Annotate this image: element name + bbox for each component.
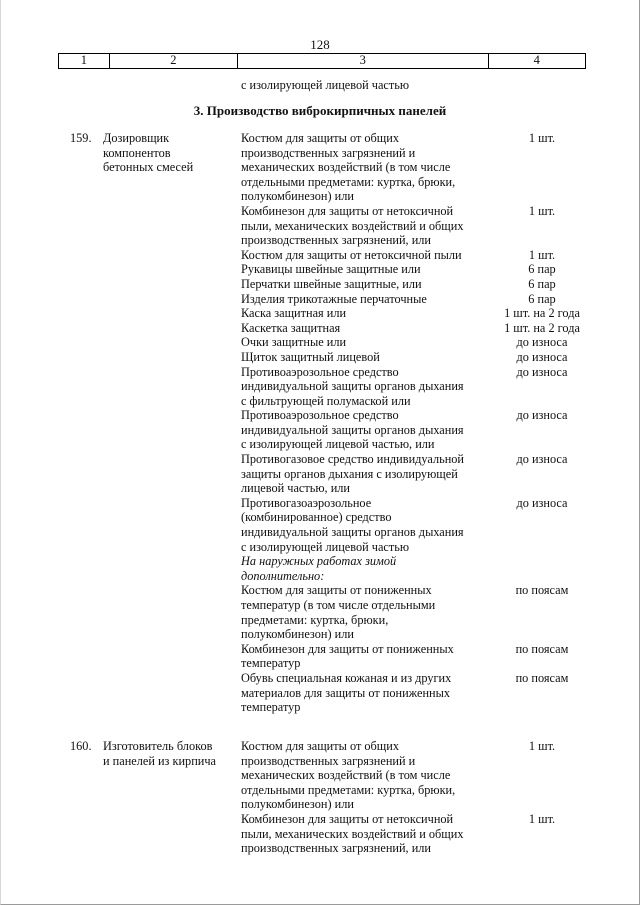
ppe-item-line: пыли, механических воздействий и общих [241, 218, 464, 233]
ppe-item-line: Костюм для защиты от нетоксичной пыли [241, 247, 462, 262]
winter-note-line: На наружных работах зимой [241, 554, 397, 569]
ppe-item-quantity: 1 шт. [528, 131, 556, 145]
ppe-item-line: индивидуальной защиты органов дыхания [241, 525, 464, 540]
ppe-item-line: Противоаэрозольное средство [241, 364, 399, 379]
ppe-item-line: полукомбинезон) или [241, 627, 354, 642]
ppe-item-line: индивидуальной защиты органов дыхания [241, 379, 464, 394]
ppe-item-quantity: до износа [516, 349, 568, 364]
ppe-item-line: Противогазоаэрозольное [241, 495, 372, 510]
ppe-item-line: Костюм для защиты от общих [241, 739, 399, 753]
ppe-item-line: с изолирующей лицевой частью, или [241, 437, 435, 452]
ppe-item-line: с фильтрующей полумаской или [241, 393, 411, 408]
ppe-items [241, 739, 631, 856]
ppe-item-line: Рукавицы швейные защитные или [241, 262, 421, 277]
ppe-item-line: производственных загрязнений, или [241, 233, 432, 248]
ppe-item-quantity: 6 пар [528, 276, 556, 291]
ppe-item-line: производственных загрязнений и [241, 145, 416, 160]
column-header-3: 3 [238, 54, 489, 68]
ppe-item-quantity: 1 шт. на 2 года [504, 320, 580, 335]
profession-line: бетонных смесей [103, 160, 194, 175]
continuation-text: с изолирующей лицевой частью [241, 78, 410, 92]
ppe-item-line: Каскетка защитная [241, 320, 341, 335]
ppe-item-line: полукомбинезон) или [241, 797, 354, 812]
ppe-item-line: температур [241, 700, 301, 715]
ppe-item [241, 496, 631, 554]
ppe-item [241, 131, 631, 204]
ppe-item [241, 248, 631, 263]
ppe-item-line: Костюм для защиты от общих [241, 131, 399, 145]
ppe-item [241, 306, 631, 321]
ppe-item-line: Очки защитные или [241, 335, 347, 350]
ppe-item-line: (комбинированное) средство [241, 510, 392, 525]
ppe-item-line: температур [241, 656, 301, 671]
ppe-item-quantity: до износа [516, 408, 568, 423]
ppe-item-line: материалов для защиты от пониженных [241, 685, 451, 700]
profession-line: и панелей из кирпича [103, 753, 217, 768]
ppe-item-line: Перчатки швейные защитные, или [241, 276, 422, 291]
ppe-item-line: Костюм для защиты от пониженных [241, 583, 432, 598]
ppe-item [241, 262, 631, 277]
ppe-item [241, 204, 631, 248]
winter-note-line: дополнительно: [241, 568, 325, 583]
ppe-item-quantity: до износа [516, 335, 568, 350]
ppe-item-quantity: 6 пар [528, 291, 556, 306]
profession-name [103, 739, 238, 768]
entry-number: 159. [70, 131, 92, 145]
ppe-item-line: пыли, механических воздействий и общих [241, 826, 464, 841]
ppe-item-line: производственных загрязнений, или [241, 841, 432, 856]
ppe-item [241, 365, 631, 409]
ppe-item-line: отдельными предметами: куртка, брюки, [241, 782, 456, 797]
ppe-item-line: защиты органов дыхания с изолирующей [241, 466, 458, 481]
ppe-item-line: температур (в том числе отдельными [241, 598, 436, 612]
winter-note [241, 554, 491, 583]
ppe-item-line: производственных загрязнений и [241, 753, 416, 768]
ppe-item-line: полукомбинезон) или [241, 189, 354, 204]
ppe-item-line: механических воздействий (в том числе [241, 768, 451, 783]
ppe-item-quantity: по поясам [515, 641, 569, 656]
ppe-item-line: предметами: куртка, брюки, [241, 612, 389, 627]
ppe-item-quantity: 6 пар [528, 262, 556, 277]
page-number: 128 [310, 37, 330, 52]
ppe-items [241, 131, 631, 715]
ppe-item-quantity: 1 шт. [528, 247, 556, 262]
ppe-item-quantity: по поясам [515, 670, 569, 685]
ppe-item-line: лицевой частью, или [241, 481, 350, 496]
ppe-item-quantity: 1 шт. [528, 203, 556, 218]
section-title: 3. Производство виброкирпичных панелей [193, 103, 447, 118]
ppe-item-quantity: 1 шт. [528, 739, 556, 753]
profession-line: компонентов [103, 145, 171, 160]
ppe-item-line: отдельными предметами: куртка, брюки, [241, 174, 456, 189]
ppe-item-line: индивидуальной защиты органов дыхания [241, 422, 464, 437]
ppe-item-quantity: по поясам [515, 583, 569, 598]
column-header-table [58, 53, 586, 69]
ppe-item [241, 583, 631, 641]
ppe-item-line: Обувь специальная кожаная и из других [241, 670, 452, 685]
column-header-1: 1 [59, 54, 110, 68]
ppe-item-line: Комбинезон для защиты от пониженных [241, 641, 454, 656]
ppe-item [241, 739, 631, 812]
ppe-item [241, 642, 631, 671]
ppe-item [241, 671, 631, 715]
column-header-2: 2 [110, 54, 238, 68]
ppe-item [241, 292, 631, 307]
column-header-4: 4 [533, 53, 540, 67]
ppe-item [241, 408, 631, 452]
ppe-item-line: Противоаэрозольное средство [241, 408, 399, 423]
ppe-item-line: Каска защитная или [241, 306, 347, 321]
ppe-item-quantity: до износа [516, 452, 568, 467]
ppe-item-line: Противогазовое средство индивидуальной [241, 452, 465, 467]
ppe-item-line: Комбинезон для защиты от нетоксичной [241, 811, 454, 826]
ppe-item-quantity: до износа [516, 495, 568, 510]
ppe-item [241, 321, 631, 336]
profession-line: Изготовитель блоков [103, 739, 213, 753]
ppe-item-line: с изолирующей лицевой частью [241, 539, 410, 554]
profession-line: Дозировщик [103, 131, 170, 145]
ppe-item-quantity: 1 шт. на 2 года [504, 306, 580, 321]
ppe-item-line: механических воздействий (в том числе [241, 160, 451, 175]
entry-number: 160. [70, 739, 92, 753]
ppe-item [241, 812, 631, 856]
ppe-item [241, 277, 631, 292]
ppe-item-quantity: до износа [516, 364, 568, 379]
profession-name [103, 131, 238, 175]
ppe-item-line: Щиток защитный лицевой [241, 349, 380, 364]
ppe-item-line: Изделия трикотажные перчаточные [241, 291, 427, 306]
ppe-item-line: Комбинезон для защиты от нетоксичной [241, 203, 454, 218]
ppe-item [241, 335, 631, 350]
ppe-item [241, 350, 631, 365]
ppe-item [241, 452, 631, 496]
ppe-item-quantity: 1 шт. [528, 811, 556, 826]
